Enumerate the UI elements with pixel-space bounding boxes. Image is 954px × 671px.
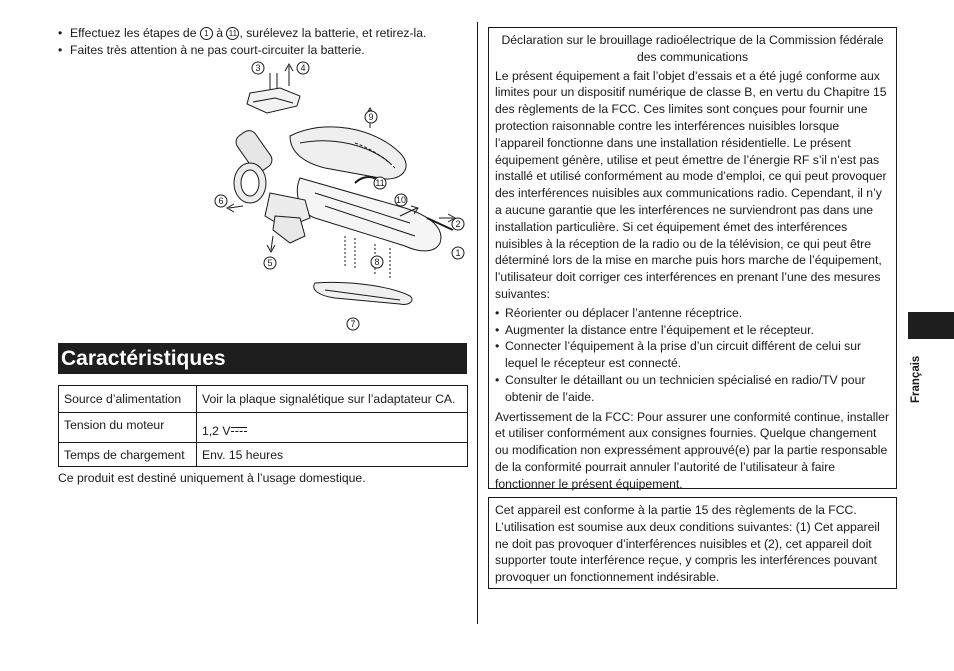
fcc-title: Déclaration sur le brouillage radioélectrique de la Commission fédérale des communications (501, 33, 884, 64)
dc-symbol-icon (231, 427, 247, 433)
list-item: • Augmenter la distance entre l’équipement et le récepteur. (495, 322, 890, 339)
callout-label: 3 (255, 63, 261, 73)
step-marker: 1 (200, 27, 213, 40)
list-item: • Consulter le détaillant ou un technicien spécialisé en radio/TV pour obtenir de l’aide. (495, 372, 890, 406)
fcc-body: Le présent équipement a fait l’objet d’essais et a été jugé conforme aux limites pour un dispositif numérique de classe B, en vertu du Chapitre 15 des règlements de la FCC. Ces limites sont conçues pour fournir une protection raisonnable contre les interférences nuisibles lorsque l’appareil fonctionne dans une installation résidentielle. Le présent équipement génère, utilise et peut émettre de l’énergie RF s’il n’est pas installé et utilisé conformément au mode d’emploi, ce qui peut provoquer des interférences nuisibles aux communications radio. Cependant, il n’y a aucune garantie que les interférences ne surviendront pas dans une installation particulière. Si cet équipement émet des interférences nuisibles à la réception de la radio ou de la télévision, ce qui peut être déterminé lors de la mise en marche puis hors marche de l’équipement, l’utilisateur doit corriger ces interférences en prenant l’une des mesures suivantes: (495, 68, 887, 301)
instruction-item: • Effectuez les étapes de 1 à 11 , surélevez la batterie, et retirez-la. (58, 25, 473, 42)
spec-value: 1,2 V (202, 424, 231, 438)
spec-value-cell (197, 413, 468, 443)
disassembly-illustration (205, 58, 475, 338)
section-title: Caractéristiques (61, 347, 226, 370)
table-row (59, 443, 468, 467)
callout-label: 10 (395, 195, 407, 205)
fcc-compliance-box (488, 497, 897, 589)
spec-label: Tension du moteur (59, 413, 197, 443)
callout-label: 9 (368, 112, 374, 122)
list-item: • Connecter l’équipement à la prise d’un circuit différent de celui sur lequel le récepteur est connecté. (495, 338, 890, 372)
spec-label: Temps de chargement (59, 443, 197, 467)
column-divider (477, 22, 478, 624)
spec-value: Voir la plaque signalétique sur l’adaptateur CA. (197, 386, 468, 413)
compliance-text: Cet appareil est conforme à la partie 15 des règlements de la FCC. L’utilisation est soumise aux deux conditions suivantes: (1) Cet appareil ne doit pas provoquer d’interférences nuisibles et (2), cet appareil doit supporter toute interférence reçue, y compris les interférences pouvant provoquer un fonctionnement indésirable. (495, 503, 880, 585)
callout-label: 6 (218, 196, 224, 206)
callout-label: 5 (267, 258, 273, 268)
callout-label: 2 (455, 219, 461, 229)
step-marker: 11 (226, 27, 239, 40)
callout-label: 8 (374, 257, 380, 267)
callout-label: 11 (375, 178, 385, 188)
measures-list (495, 305, 890, 406)
specifications-table (58, 385, 468, 467)
fcc-declaration-box (488, 27, 897, 489)
usage-note: Ce produit est destiné uniquement à l’usage domestique. (58, 471, 366, 485)
section-header (58, 343, 467, 374)
table-row (59, 386, 468, 413)
spec-label: Source d’alimentation (59, 386, 197, 413)
instruction-bullets (58, 25, 473, 59)
table-row (59, 413, 468, 443)
language-tab-marker (908, 312, 954, 339)
spec-value: Env. 15 heures (197, 443, 468, 467)
callout-label: 4 (300, 63, 306, 73)
callout-label: 1 (455, 248, 461, 258)
language-label: Français (910, 355, 922, 403)
language-label-wrap (905, 345, 923, 405)
list-item: • Réorienter ou déplacer l’antenne réceptrice. (495, 305, 890, 322)
fcc-warning: Avertissement de la FCC: Pour assurer une conformité continue, installer et utiliser conformément aux consignes fournies. Quelque changement ou modification non expressément approuvé(e) par la partie responsable de la conformité pourrait annuler l’autorité de l’utilisateur à faire fonctionner le présent équipement. (495, 409, 890, 491)
callout-label: 7 (350, 319, 356, 329)
instruction-item: • Faites très attention à ne pas court-circuiter la batterie. (58, 42, 473, 59)
